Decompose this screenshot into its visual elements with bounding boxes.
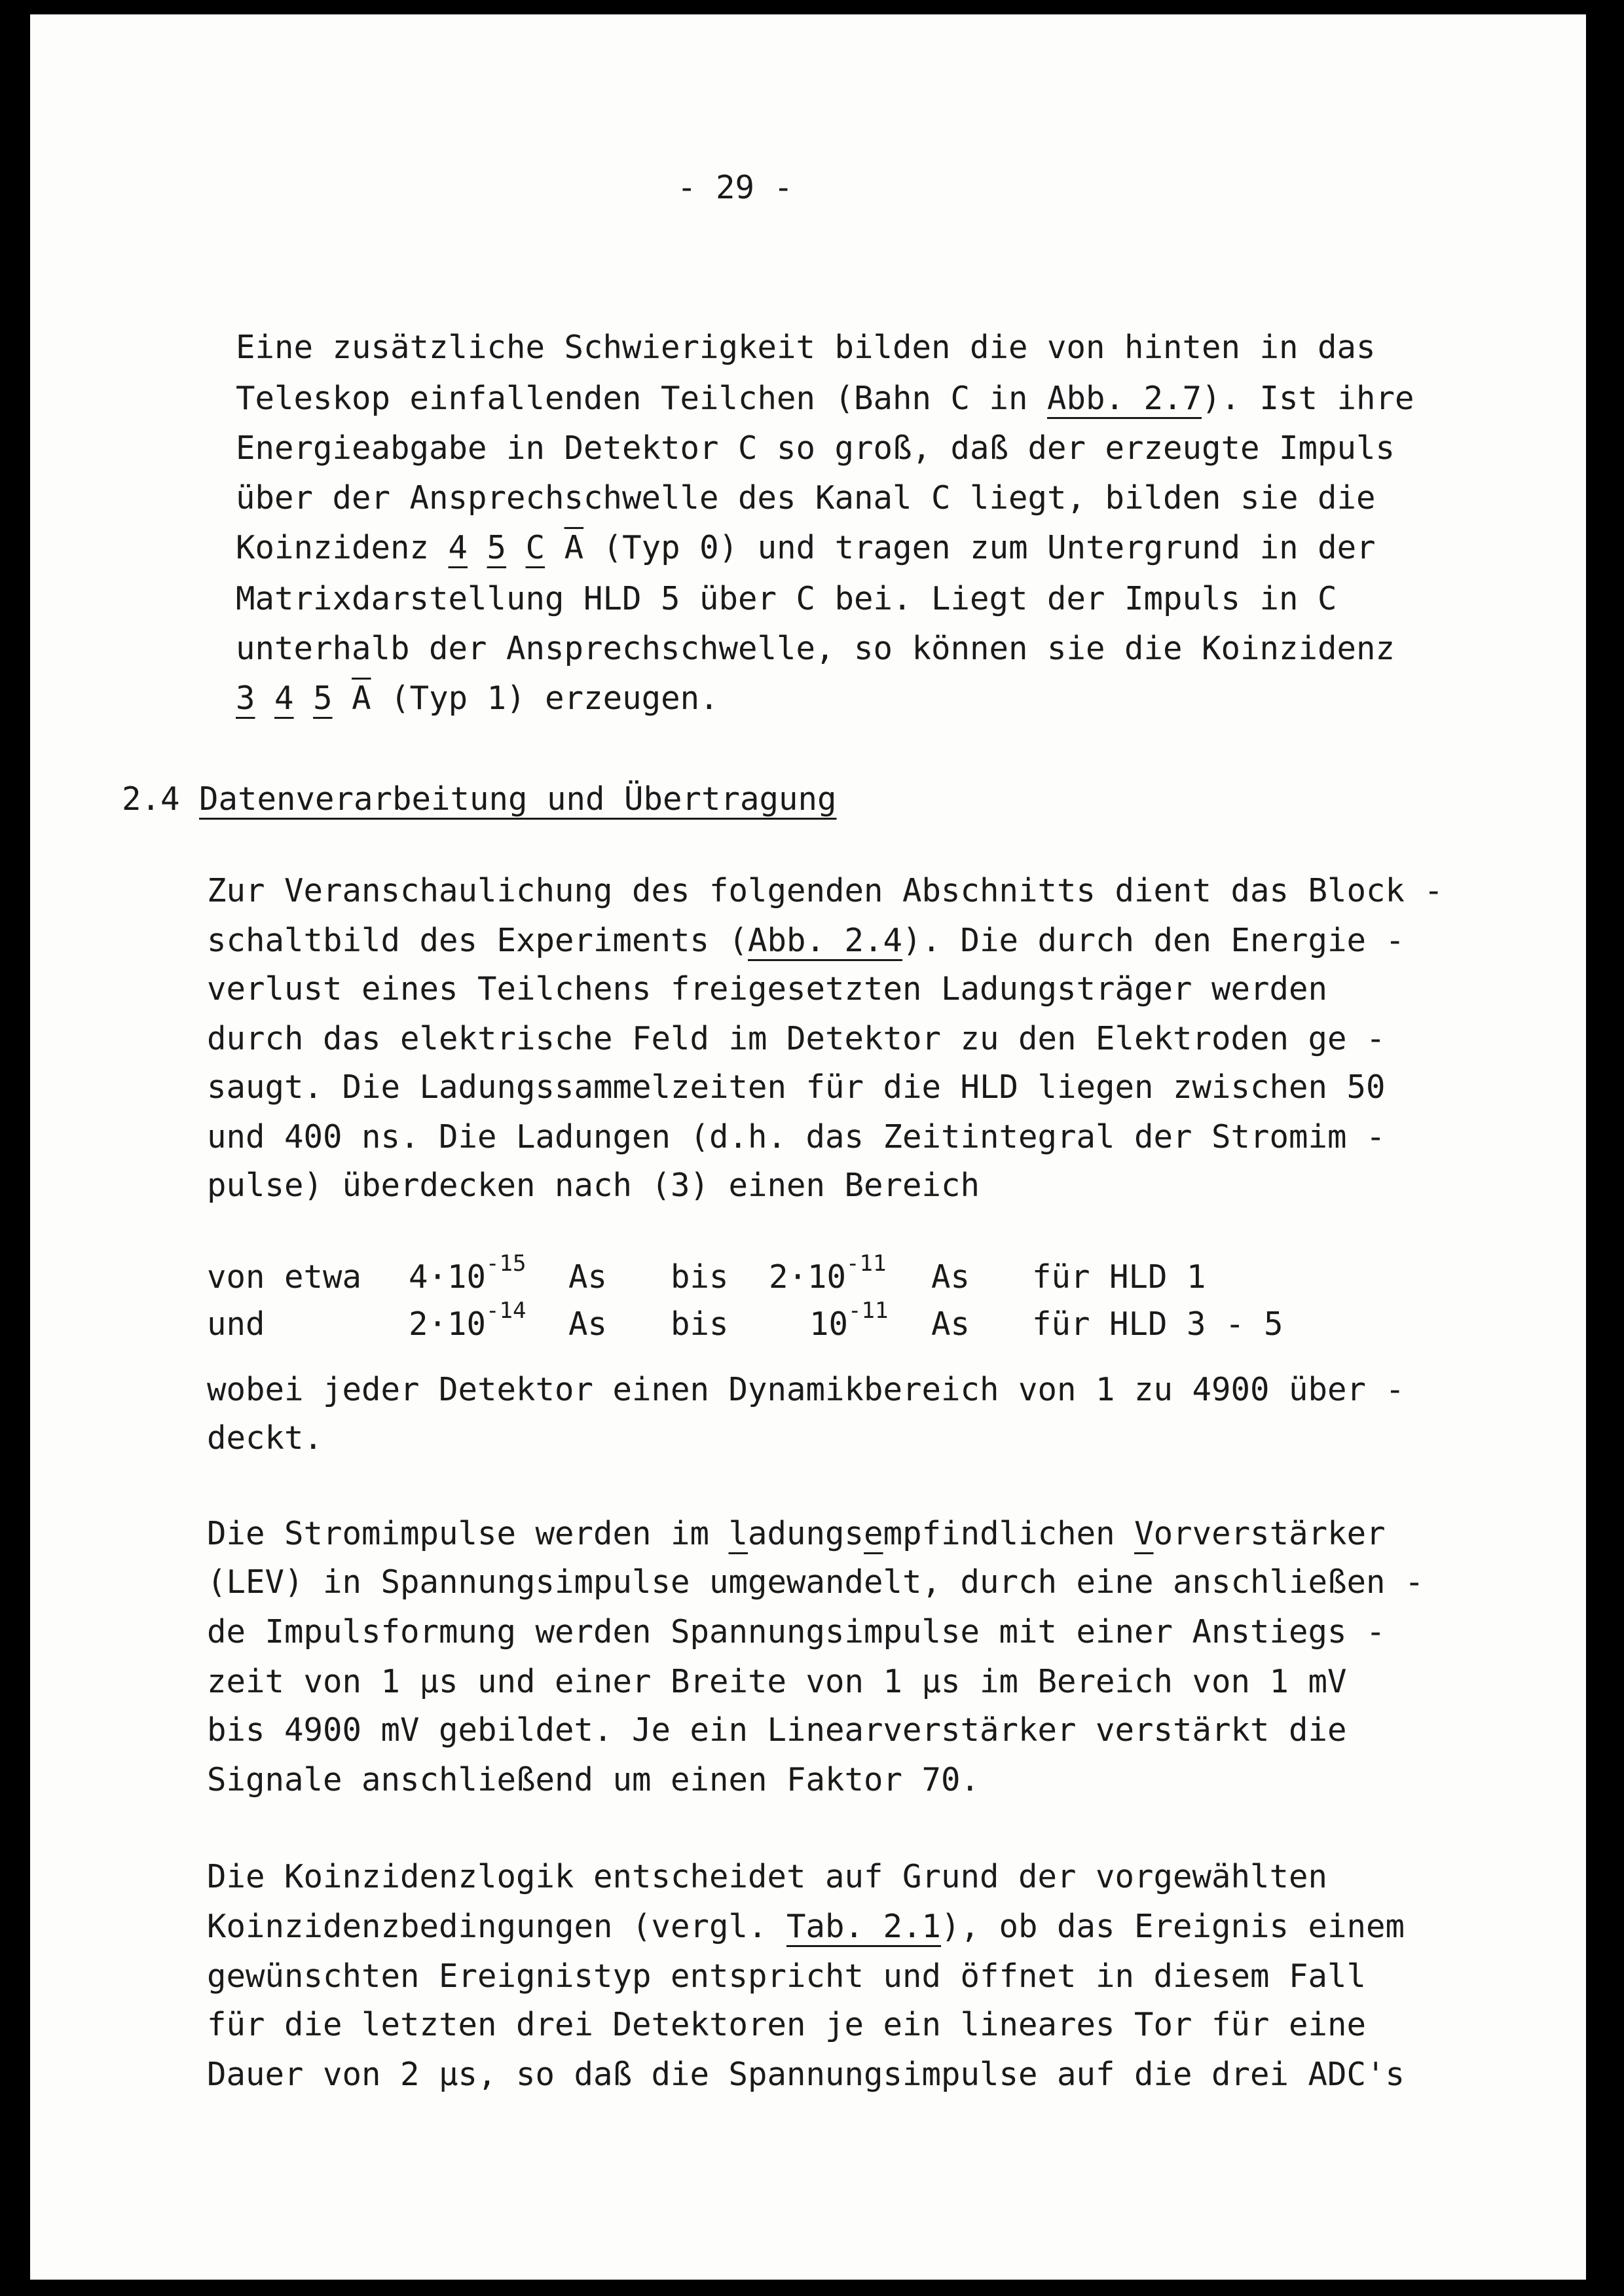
para4-line1 [207, 1515, 1386, 1552]
acronym-letter: l [728, 1515, 748, 1552]
value-exponent: -15 [486, 1250, 526, 1277]
detector-label: 5 [313, 680, 333, 717]
range-unit: As [568, 1258, 608, 1296]
para1-line5 [236, 529, 1376, 566]
para4-line5: bis 4900 mV gebildet. Je ein Linearverstärker verstärkt die [207, 1711, 1347, 1749]
range-target: für HLD 1 [1032, 1258, 1206, 1296]
detector-label-anti: $\overline{A}$ [564, 529, 584, 566]
value-base: 4·10 [409, 1258, 487, 1296]
para2-line6: und 400 ns. Die Ladungen (d.h. das Zeitintegral der Stromim - [207, 1118, 1386, 1156]
para2-line3: verlust eines Teilchens freigesetzten Ladungsträger werden [207, 970, 1328, 1008]
section-heading [122, 780, 837, 818]
value-base: 2·10 [409, 1305, 487, 1343]
text-fragment: adungs [748, 1515, 864, 1552]
range-target: für HLD 3 - 5 [1032, 1305, 1283, 1343]
para4-line4: zeit von 1 µs und einer Breite von 1 µs im Bereich von 1 mV [207, 1663, 1347, 1700]
para1-line8 [236, 680, 719, 717]
para1-line2 [236, 380, 1414, 417]
para5-line4: für die letzten drei Detektoren je ein lineares Tor für eine [207, 2006, 1367, 2043]
para3-line2: deckt. [207, 1419, 323, 1457]
para5-line2 [207, 1908, 1405, 1945]
range-prefix: von etwa [207, 1258, 362, 1296]
text-fragment: Die Stromimpulse werden im [207, 1515, 729, 1552]
section-title: Datenverarbeitung und Übertragung [199, 780, 837, 818]
acronym-letter: e [864, 1515, 883, 1552]
value-exponent: -14 [486, 1298, 526, 1324]
para4-line2: (LEV) in Spannungsimpulse umgewandelt, durch eine anschließen - [207, 1563, 1424, 1601]
para2-line1: Zur Veranschaulichung des folgenden Abschnitts dient das Block - [207, 872, 1444, 909]
value-base: 2·10 [769, 1258, 847, 1296]
range-unit: As [931, 1258, 970, 1296]
text-fragment: schaltbild des Experiments ( [207, 922, 748, 959]
value-base: 10 [809, 1305, 849, 1343]
para2-line7: pulse) überdecken nach (3) einen Bereich [207, 1167, 980, 1204]
range-to [809, 1298, 889, 1343]
para4-line6: Signale anschließend um einen Faktor 70. [207, 1761, 980, 1798]
para1-line7: unterhalb der Ansprechschwelle, so können sie die Koinzidenz [236, 630, 1395, 667]
para2-line5: saugt. Die Ladungssammelzeiten für die HLD liegen zwischen 50 [207, 1068, 1386, 1106]
text-fragment: (Typ 1) erzeugen. [371, 680, 719, 717]
text-fragment: ). Die durch den Energie - [902, 922, 1405, 959]
detector-label: 4 [448, 529, 468, 566]
para3-line1: wobei jeder Detektor einen Dynamikbereich von 1 zu 4900 über - [207, 1371, 1405, 1408]
para1-line3: Energieabgabe in Detektor C so groß, daß der erzeugte Impuls [236, 429, 1395, 467]
para2-line2 [207, 924, 1405, 957]
text-fragment: ), ob das Ereignis einem [941, 1908, 1405, 1945]
range-unit: As [568, 1305, 608, 1343]
value-exponent: -11 [848, 1298, 889, 1324]
range-from [409, 1298, 526, 1343]
para4-line3: de Impulsformung werden Spannungsimpulse mit einer Anstiegs - [207, 1613, 1386, 1650]
value-exponent: -11 [846, 1250, 887, 1277]
para5-line5: Dauer von 2 µs, so daß die Spannungsimpulse auf die drei ADC's [207, 2056, 1405, 2093]
text-fragment: orverstärker [1153, 1515, 1386, 1552]
range-prefix: und [207, 1305, 265, 1343]
figure-reference-link[interactable]: Abb. 2.4 [748, 922, 903, 959]
text-fragment: Teleskop einfallenden Teilchen (Bahn C in [236, 380, 1048, 417]
text-fragment: Koinzidenz [236, 529, 449, 566]
range-bis: bis [671, 1305, 729, 1343]
detector-label: 5 [487, 529, 507, 566]
range-to [769, 1250, 887, 1296]
text-fragment: mpfindlichen [883, 1515, 1135, 1552]
para1-line6: Matrixdarstellung HLD 5 über C bei. Liegt der Impuls in C [236, 580, 1337, 617]
detector-label: 3 [236, 680, 255, 717]
detector-label: C [525, 529, 545, 566]
table-reference-link[interactable]: Tab. 2.1 [786, 1908, 942, 1945]
para5-line3: gewünschten Ereignistyp entspricht und öffnet in diesem Fall [207, 1958, 1367, 1995]
para2-line4: durch das elektrische Feld im Detektor zu den Elektroden ge - [207, 1020, 1386, 1057]
text-fragment: ). Ist ihre [1202, 380, 1414, 417]
section-number: 2.4 [122, 780, 180, 818]
document-page [30, 14, 1586, 2280]
range-bis: bis [671, 1258, 729, 1296]
range-unit: As [931, 1305, 970, 1343]
text-fragment: Koinzidenzbedingungen (vergl. [207, 1908, 787, 1945]
para5-line1: Die Koinzidenzlogik entscheidet auf Grund der vorgewählten [207, 1858, 1328, 1895]
acronym-letter: V [1134, 1515, 1154, 1552]
detector-label-anti: $\overline{A}$ [352, 680, 371, 717]
text-fragment: (Typ 0) und tragen zum Untergrund in der [583, 529, 1376, 566]
detector-label: 4 [274, 680, 294, 717]
para1-line1: Eine zusätzliche Schwierigkeit bilden die von hinten in das [236, 329, 1376, 366]
range-from [409, 1250, 526, 1296]
page-number: - 29 - [677, 169, 794, 206]
para1-line4: über der Ansprechschwelle des Kanal C liegt, bilden sie die [236, 479, 1376, 517]
figure-reference-link[interactable]: Abb. 2.7 [1047, 380, 1202, 417]
